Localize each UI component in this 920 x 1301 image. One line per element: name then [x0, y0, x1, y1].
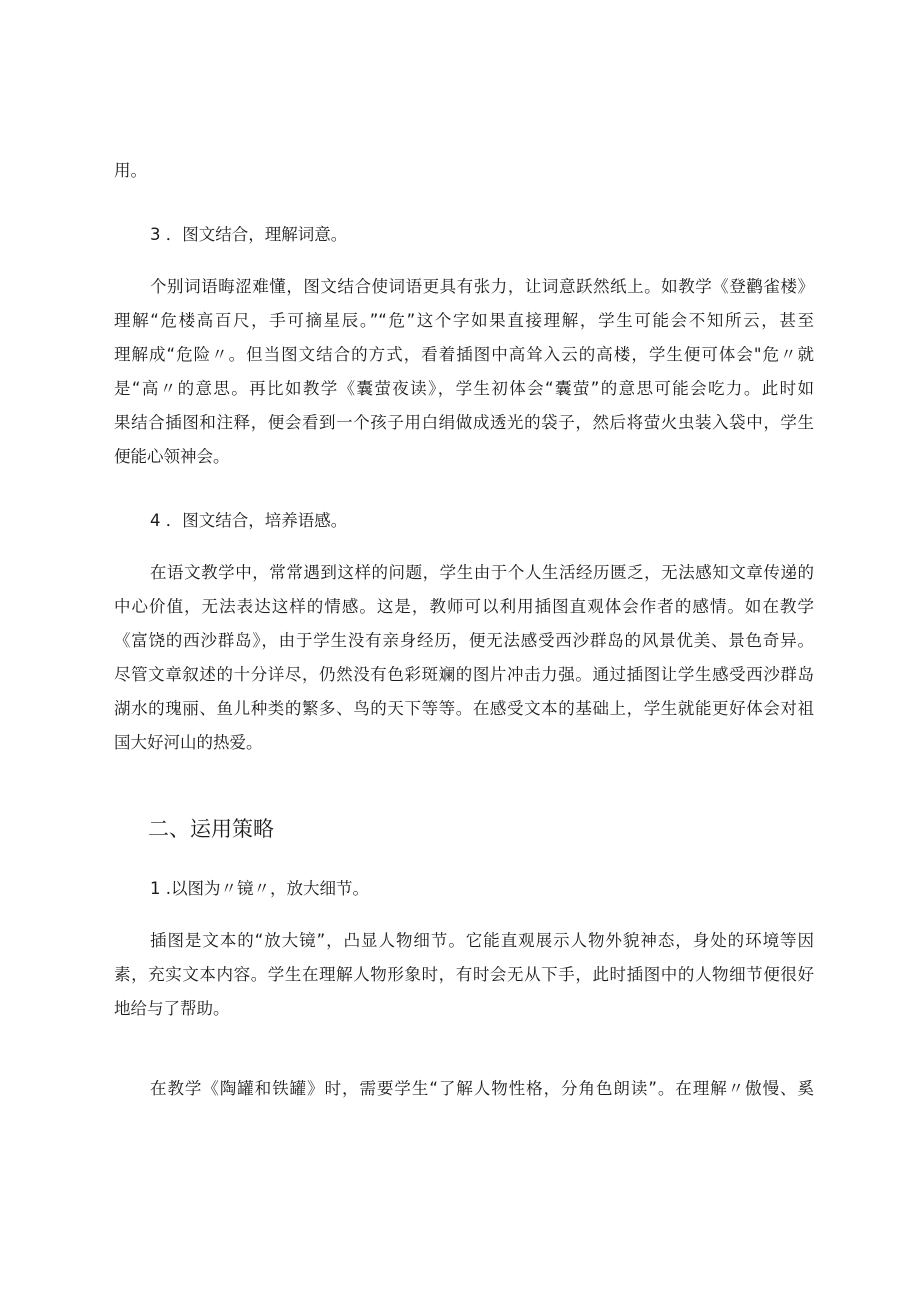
- section-2-1-line-3: 地给与了帮助。: [114, 999, 230, 1018]
- section-4-line-1: 在语文教学中，常常遇到这样的问题，学生由于个人生活经历匮乏，无法感知文章传递的: [150, 563, 814, 582]
- section-3-line-1: 个别词语晦涩难懂，图文结合使词语更具有张力，让词意跃然纸上。如教学《登鹳雀楼》: [150, 277, 814, 296]
- section-3-line-3: 理解成“危险〃。但当图文结合的方式，看着插图中高耸入云的高楼，学生便可体会"危〃就: [114, 345, 814, 364]
- section-4-line-2: 中心价值，无法表达这样的情感。这是，教师可以利用插图直观体会作者的感情。如在教学: [114, 597, 814, 616]
- section-3-line-4: 是“高〃的意思。再比如教学《囊萤夜读》，学生初体会“囊萤”的意思可能会吃力。此时如: [114, 379, 814, 398]
- section-3-line-6: 便能心领神会。: [114, 447, 230, 466]
- section-3-line-2: 理解“危楼高百尺，手可摘星辰。”“危”这个字如果直接理解，学生可能会不知所云，甚至: [114, 311, 814, 330]
- section-4-line-5: 湖水的瑰丽、鱼儿种类的繁多、鸟的天下等等。在感受文本的基础上，学生就能更好体会对祖: [114, 699, 814, 718]
- section-heading-2: 二、运用策略: [148, 817, 274, 841]
- section-4-line-4: 尽管文章叙述的十分详尽，仍然没有色彩斑斓的图片冲击力强。通过插图让学生感受西沙群岛: [114, 665, 814, 684]
- section-3-line-5: 果结合插图和注释，便会看到一个孩子用白绢做成透光的袋子，然后将萤火虫装入袋中，学生: [114, 413, 814, 432]
- section-2-1-line-1: 插图是文本的“放大镜”，凸显人物细节。它能直观展示人物外貌神态，身处的环境等因: [150, 931, 814, 950]
- section-4-title: 4 ．图文结合，培养语感。: [150, 511, 348, 530]
- section-4-line-6: 国大好河山的热爱。: [114, 733, 263, 752]
- section-4-line-3: 《富饶的西沙群岛》，由于学生没有亲身经历，便无法感受西沙群岛的风景优美、景色奇异。: [114, 631, 814, 650]
- section-3-title: 3 ．图文结合，理解词意。: [150, 225, 348, 244]
- paragraph-end-line: 用。: [114, 161, 147, 180]
- section-2-1-line-4: 在教学《陶罐和铁罐》时，需要学生“了解人物性格，分角色朗读”。在理解〃傲慢、奚: [150, 1079, 814, 1098]
- section-2-1-title: 1 .以图为〃镜〃，放大细节。: [150, 879, 369, 898]
- section-2-1-line-2: 素，充实文本内容。学生在理解人物形象时，有时会无从下手，此时插图中的人物细节便很好: [114, 965, 814, 984]
